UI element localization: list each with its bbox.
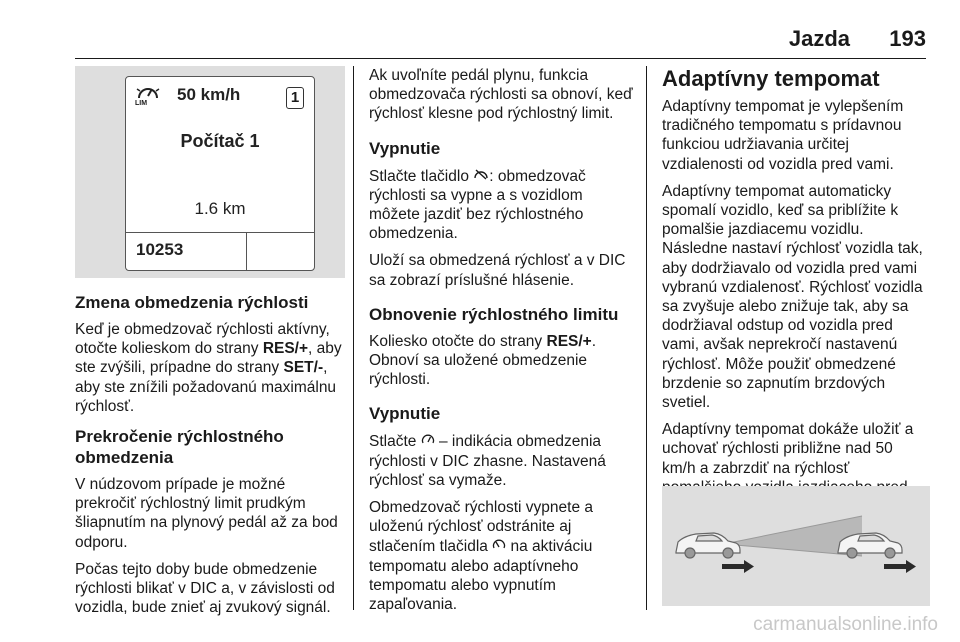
dic-odometer: 10253 xyxy=(136,240,184,259)
text-bold: RES/+ xyxy=(262,340,309,358)
adaptive-cruise-illustration xyxy=(662,486,930,606)
rear-car-icon xyxy=(676,533,740,558)
heading-obnovenie: Obnovenie rýchlostného limitu xyxy=(369,304,619,324)
heading-prekrocenie: Prekročenie rýchlostného obmedzenia xyxy=(75,427,284,468)
column-divider xyxy=(646,66,647,610)
paragraph: Adaptívny tempomat automaticky spomalí vozidlo, keď sa priblížite k pomalšie jazdiacemu vozidlu. Následne nastaví rýchlosť vozidla tak, aby dodržiavalo od vozidla pred vami vybranú vzdialenosť. Rýchlosť vozidla sa zvyšuje alebo znižuje tak, aby sa dodržiaval odstup od vozidla pred vami, avšak neprekročí nastavenú rýchlosť. Môže použiť obmedzené brzdenie so zapnutím brzdových svetiel. xyxy=(662,182,923,412)
paragraph: V núdzovom prípade je možné prekročiť rýchlostný limit prudkým šliapnutím na plynový pedál až za bod odporu. xyxy=(75,476,338,551)
paragraph xyxy=(369,498,637,614)
paragraph xyxy=(369,166,637,244)
dic-distance: 1.6 km xyxy=(194,199,246,218)
arrow-right-icon xyxy=(722,560,754,573)
cruise-control-icon xyxy=(492,536,506,555)
dic-bottom-row xyxy=(126,232,314,270)
dic-screen xyxy=(125,76,315,271)
page-number: 193 xyxy=(889,26,926,51)
column-3 xyxy=(662,66,930,524)
dic-page-badge: 1 xyxy=(286,87,304,109)
paragraph xyxy=(369,332,637,390)
dic-speed: 50 km/h xyxy=(177,85,241,104)
text: Koliesko otočte do strany xyxy=(369,332,547,350)
paragraph: Uloží sa obmedzená rýchlosť a v DIC sa zobrazí príslušné hlásenie. xyxy=(369,252,626,289)
text: – indikácia obmedzenia rýchlosti v DIC zhasne. Nastavená rýchlosť sa vymaže. xyxy=(369,433,606,489)
speed-limiter-icon xyxy=(421,431,435,450)
paragraph xyxy=(369,431,637,490)
paragraph: Adaptívny tempomat dokáže uložiť a uchovať rýchlosti približne nad 50 km/h a zabrzdiť na rýchlosť xyxy=(662,421,914,477)
heading-vypnutie: Vypnutie xyxy=(369,404,441,424)
heading-adaptivny-tempomat: Adaptívny tempomat xyxy=(662,66,880,91)
column-1 xyxy=(75,292,345,625)
dic-separator xyxy=(246,233,247,270)
header-rule xyxy=(75,58,926,59)
paragraph xyxy=(75,320,345,416)
text: na aktiváciu tempomatu alebo adaptívneho tempomatu alebo vypnutím zapaľovania. xyxy=(369,538,593,614)
text-bold: RES/+ xyxy=(546,332,592,350)
text: , aby ste znížili požadovanú maximálnu rýchlosť. xyxy=(75,359,337,415)
dic-top-row xyxy=(126,77,314,113)
text-bold: SET/- xyxy=(283,359,324,377)
cruise-cancel-icon xyxy=(473,166,489,185)
text: Stlačte xyxy=(369,433,421,451)
paragraph: Počas tejto doby bude obmedzenie rýchlosti blikať v DIC a, v závislosti od vozidla, bude znieť aj zvukový signál. xyxy=(75,560,335,617)
text: Keď je obmedzovač rýchlosti aktívny, otočte kolieskom do strany xyxy=(75,321,330,358)
arrow-right-icon xyxy=(884,560,916,573)
text: , aby ste zvýšili, prípadne do strany xyxy=(75,340,342,377)
heading-vypnutie: Vypnutie xyxy=(369,138,441,158)
paragraph: Adaptívny tempomat je vylepšením tradičného tempomatu s prídavnou funkciou udržiavania určitej vzdialenosti od vozidla pred vami. xyxy=(662,98,904,173)
heading-zmena: Zmena obmedzenia rýchlosti xyxy=(75,293,309,312)
dic-illustration xyxy=(75,66,345,278)
column-divider xyxy=(353,66,354,610)
text: : obmedzovač rýchlosti sa vypne a s vozidlom môžete jazdiť bez rýchlostného obmedzenia. xyxy=(369,167,586,243)
text: Stlačte tlačidlo xyxy=(369,167,474,185)
text: Obmedzovač rýchlosti vypnete a uloženú rýchlosť odstránite aj stlačením tlačidla xyxy=(369,499,593,556)
dic-trip-label: Počítač 1 xyxy=(180,131,260,151)
watermark: carmanualsonline.info xyxy=(753,614,938,635)
front-car-icon xyxy=(838,533,902,558)
running-head: Jazda xyxy=(788,26,850,51)
paragraph: Ak uvoľníte pedál plynu, funkcia obmedzovača rýchlosti sa obnoví, keď rýchlosť klesne pod rýchlostný limit. xyxy=(369,67,633,123)
text: . Obnoví sa uložené obmedzenie rýchlosti. xyxy=(369,332,597,389)
column-2 xyxy=(369,66,637,622)
limiter-label: LIM xyxy=(135,100,148,107)
